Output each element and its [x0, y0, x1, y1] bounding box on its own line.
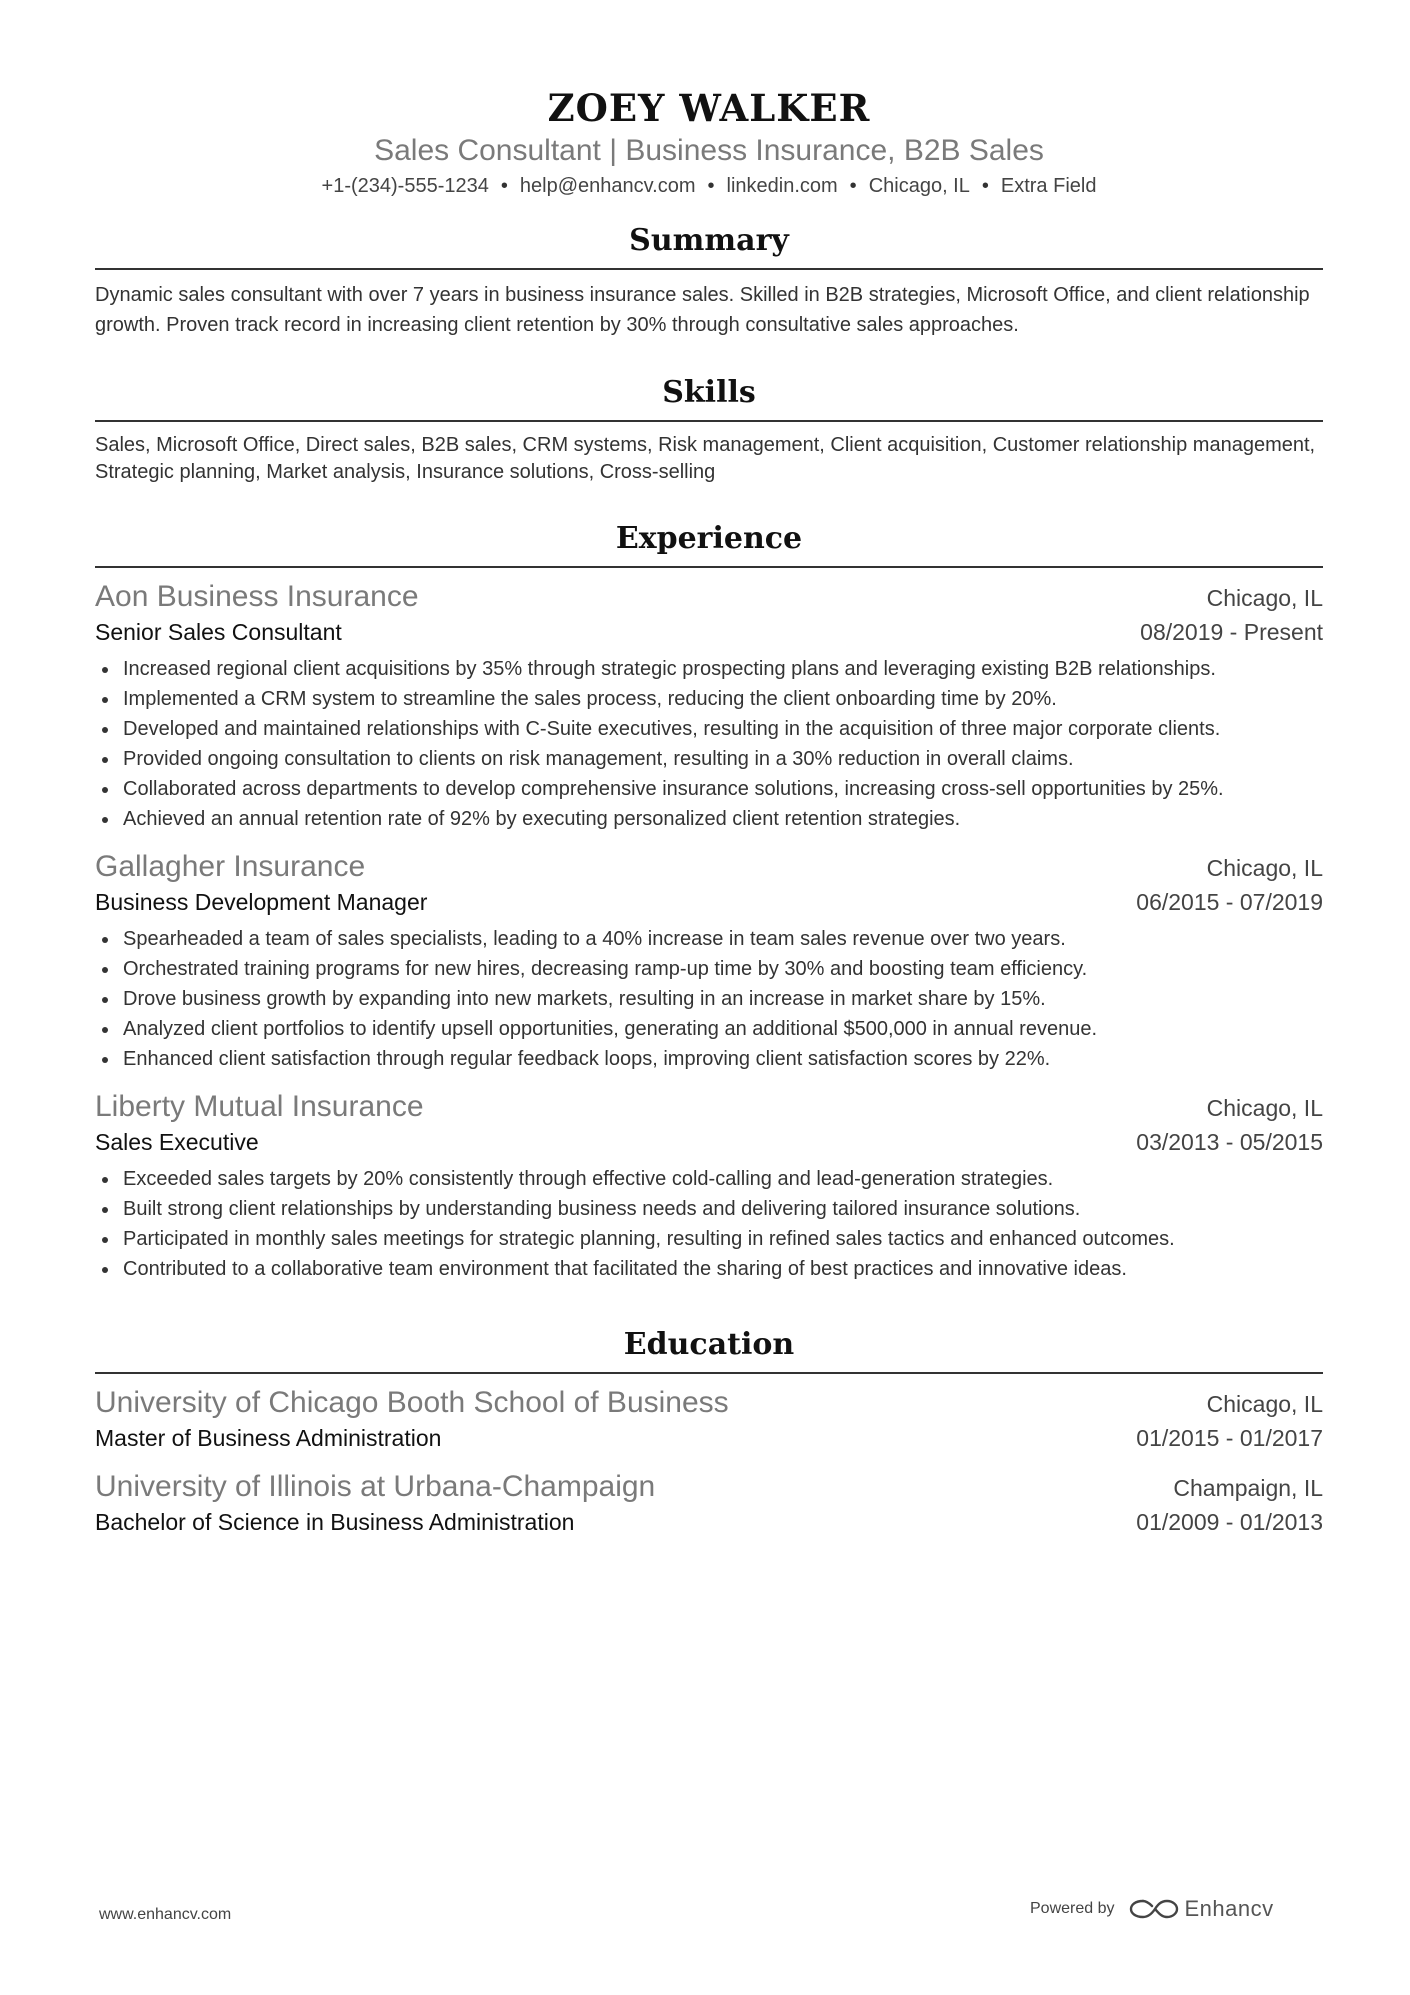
section-title-skills: Skills [662, 375, 756, 410]
contact-phone: +1-(234)-555-1234 [321, 175, 489, 197]
separator-dot: • [500, 175, 508, 197]
list-item: Orchestrated training programs for new hires, decreasing ramp-up time by 30% and boosting team efficiency. [95, 954, 1323, 984]
list-item: Achieved an annual retention rate of 92% by executing personalized client retention strategies. [95, 804, 1323, 834]
job-title: Business Development Manager [95, 889, 428, 915]
job-bullets [95, 1164, 1323, 1284]
separator-dot: • [981, 175, 989, 197]
resume-page [95, 0, 1323, 1538]
degree-name: Master of Business Administration [95, 1425, 442, 1451]
education-section [95, 1326, 1323, 1538]
list-item: Provided ongoing consultation to clients on risk management, resulting in a 30% reduction in overall claims. [95, 744, 1323, 774]
powered-by-label: Powered by [1030, 1900, 1115, 1917]
list-item: Participated in monthly sales meetings for strategic planning, resulting in refined sales tactics and enhanced outcomes. [95, 1224, 1323, 1254]
summary-text: Dynamic sales consultant with over 7 years in business insurance sales. Skilled in B2B strategies, Microsoft Office, and client relationship growth. Proven track record in increasing client retention by 30% through consultative sales approaches. [95, 284, 1310, 336]
list-item: Spearheaded a team of sales specialists, leading to a 40% increase in team sales revenue over two years. [95, 924, 1323, 954]
contact-email[interactable]: help@enhancv.com [519, 175, 696, 197]
list-item: Enhanced client satisfaction through regular feedback loops, improving client satisfaction scores by 22%. [95, 1044, 1323, 1074]
list-item: Implemented a CRM system to streamline the sales process, reducing the client onboarding time by 20%. [95, 684, 1323, 714]
list-item: Developed and maintained relationships with C-Suite executives, resulting in the acquisition of three major corporate clients. [95, 714, 1323, 744]
education-dates: 01/2009 - 01/2013 [1136, 1509, 1323, 1535]
section-title-experience: Experience [615, 521, 803, 556]
contact-linkedin[interactable]: linkedin.com [726, 175, 838, 197]
experience-section [95, 520, 1323, 1284]
summary-section [95, 222, 1323, 340]
school-name: University of Illinois at Urbana-Champaign [95, 1470, 656, 1503]
candidate-name: ZOEY WALKER [547, 86, 871, 130]
contact-extra: Extra Field [1000, 175, 1097, 197]
experience-entry [95, 1088, 1323, 1284]
school-location: Champaign, IL [1173, 1475, 1323, 1501]
job-location: Chicago, IL [1206, 585, 1323, 611]
enhancv-logo[interactable] [1129, 1896, 1274, 1922]
candidate-title: Sales Consultant | Business Insurance, B2B Sales [374, 134, 1044, 167]
school-name: University of Chicago Booth School of Business [95, 1386, 729, 1419]
list-item: Built strong client relationships by understanding business needs and delivering tailored insurance solutions. [95, 1194, 1323, 1224]
list-item: Collaborated across departments to develop comprehensive insurance solutions, increasing cross-sell opportunities by 25%. [95, 774, 1323, 804]
section-divider [95, 420, 1323, 422]
job-bullets [95, 654, 1323, 834]
job-dates: 08/2019 - Present [1140, 619, 1323, 645]
job-dates: 03/2013 - 05/2015 [1136, 1129, 1323, 1155]
footer-website[interactable]: www.enhancv.com [99, 1906, 232, 1923]
job-dates: 06/2015 - 07/2019 [1136, 889, 1323, 915]
company-name: Aon Business Insurance [95, 580, 419, 613]
resume-header [95, 0, 1323, 200]
degree-name: Bachelor of Science in Business Administration [95, 1509, 575, 1535]
footer-branding [1030, 1896, 1274, 1922]
list-item: Exceeded sales targets by 20% consistently through effective cold-calling and lead-generation strategies. [95, 1164, 1323, 1194]
section-divider [95, 1372, 1323, 1374]
skills-section [95, 374, 1323, 486]
experience-entry [95, 578, 1323, 834]
job-title: Senior Sales Consultant [95, 619, 342, 645]
enhancv-brand-text: Enhancv [1184, 1896, 1274, 1921]
contact-line [95, 172, 1323, 200]
separator-dot: • [707, 175, 715, 197]
job-title: Sales Executive [95, 1129, 259, 1155]
section-divider [95, 268, 1323, 270]
company-name: Liberty Mutual Insurance [95, 1090, 424, 1123]
list-item: Analyzed client portfolios to identify upsell opportunities, generating an additional $500,000 in annual revenue. [95, 1014, 1323, 1044]
section-title-education: Education [623, 1327, 795, 1362]
separator-dot: • [849, 175, 857, 197]
job-location: Chicago, IL [1206, 1095, 1323, 1121]
list-item: Increased regional client acquisitions by 35% through strategic prospecting plans and leveraging existing B2B relationships. [95, 654, 1323, 684]
job-location: Chicago, IL [1206, 855, 1323, 881]
education-dates: 01/2015 - 01/2017 [1136, 1425, 1323, 1451]
education-entry [95, 1468, 1323, 1538]
company-name: Gallagher Insurance [95, 850, 366, 883]
experience-entry [95, 848, 1323, 1074]
job-bullets [95, 924, 1323, 1074]
section-title-summary: Summary [629, 223, 789, 258]
school-location: Chicago, IL [1206, 1391, 1323, 1417]
contact-location: Chicago, IL [868, 175, 970, 197]
education-entry [95, 1384, 1323, 1454]
skills-text: Sales, Microsoft Office, Direct sales, B2B sales, CRM systems, Risk management, Client acquisition, Customer relationship management, Strategic planning, Market analysis, Insurance solutions, Cross-selling [95, 434, 1316, 483]
section-divider [95, 566, 1323, 568]
list-item: Contributed to a collaborative team environment that facilitated the sharing of best practices and innovative ideas. [95, 1254, 1323, 1284]
enhancv-logo-icon [1129, 1897, 1179, 1921]
list-item: Drove business growth by expanding into new markets, resulting in an increase in market share by 15%. [95, 984, 1323, 1014]
